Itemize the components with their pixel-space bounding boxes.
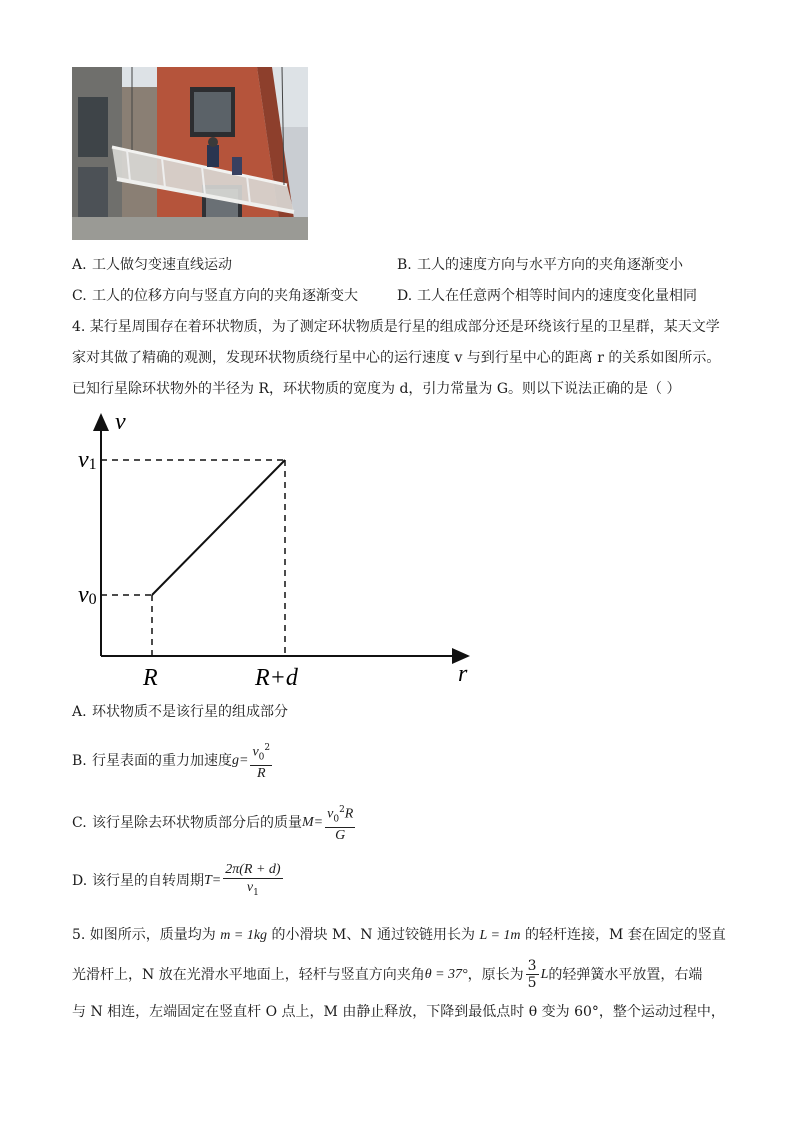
v1-label: v1 — [78, 447, 97, 473]
q4-v-r-graph — [70, 405, 490, 695]
q4-b-fraction: $\frac{v_0^2}{R}$ — [250, 740, 272, 782]
q3-option-d: D. 工人在任意两个相等时间内的速度变化量相同 — [397, 288, 697, 304]
q5-stem-line1: 5. 如图所示，质量均为 m = 1kg 的小滑块 M、N 通过铰链用长为 L = 1m 的轻杆连接，M 套在固定的竖直 — [72, 927, 726, 943]
q4-stem-line2: 家对其做了精确的观测，发现环状物质绕行星中心的运行速度 v 与到行星中心的距离 r 的关系如图所示。 — [72, 350, 721, 366]
r-tick-label: R — [143, 665, 158, 691]
worker-platform-photo — [72, 67, 308, 240]
v-r-line — [152, 460, 285, 595]
q5-stem-line2: 光滑杆上，N 放在光滑水平地面上，轻杆与竖直方向夹角 θ = 37° ，原长为 $\frac{3}{5}$ L 的轻弹簧水平放置，右端 — [72, 958, 703, 991]
q3-option-b: B. 工人的速度方向与水平方向的夹角逐渐变小 — [397, 257, 683, 273]
q5-stem-line3: 与 N 相连，左端固定在竖直杆 O 点上，M 由静止释放，下降到最低点时 θ 变为 60°，整个运动过程中， — [72, 1004, 725, 1020]
x-axis-label: r — [458, 661, 468, 687]
q4-c-fraction: $\frac{v_0^2R}{G}$ — [325, 802, 355, 844]
q4-stem-line1: 4. 某行星周围存在着环状物质，为了测定环状物质是行星的组成部分还是环绕该行星的卫星群，某天文学 — [72, 319, 720, 335]
q4-option-c: C. 该行星除去环状物质部分后的质量 M= $\frac{v_0^2R}{G}$ — [72, 802, 357, 844]
y-axis-label: v — [115, 409, 126, 435]
rd-tick-label: R+d — [255, 665, 298, 691]
q4-stem-line3: 已知行星除环状物外的半径为 R，环状物质的宽度为 d，引力常量为 G。则以下说法正确的是（ ） — [72, 381, 681, 397]
q3-option-c: C. 工人的位移方向与竖直方向的夹角逐渐变大 — [72, 288, 358, 304]
q4-option-a: A. 环状物质不是该行星的组成部分 — [72, 704, 288, 720]
q3-option-a: A. 工人做匀变速直线运动 — [72, 257, 232, 273]
v0-label: v0 — [78, 582, 97, 608]
q4-option-d: D. 该行星的自转周期 T= $\frac{2\pi(R + d)}{v_1}$ — [72, 862, 285, 901]
q4-option-b: B. 行星表面的重力加速度 g= $\frac{v_0^2}{R}$ — [72, 740, 274, 782]
q4-d-fraction: $\frac{2\pi(R + d)}{v_1}$ — [225, 862, 281, 898]
q5-fraction: $\frac{3}{5}$ — [527, 958, 537, 991]
